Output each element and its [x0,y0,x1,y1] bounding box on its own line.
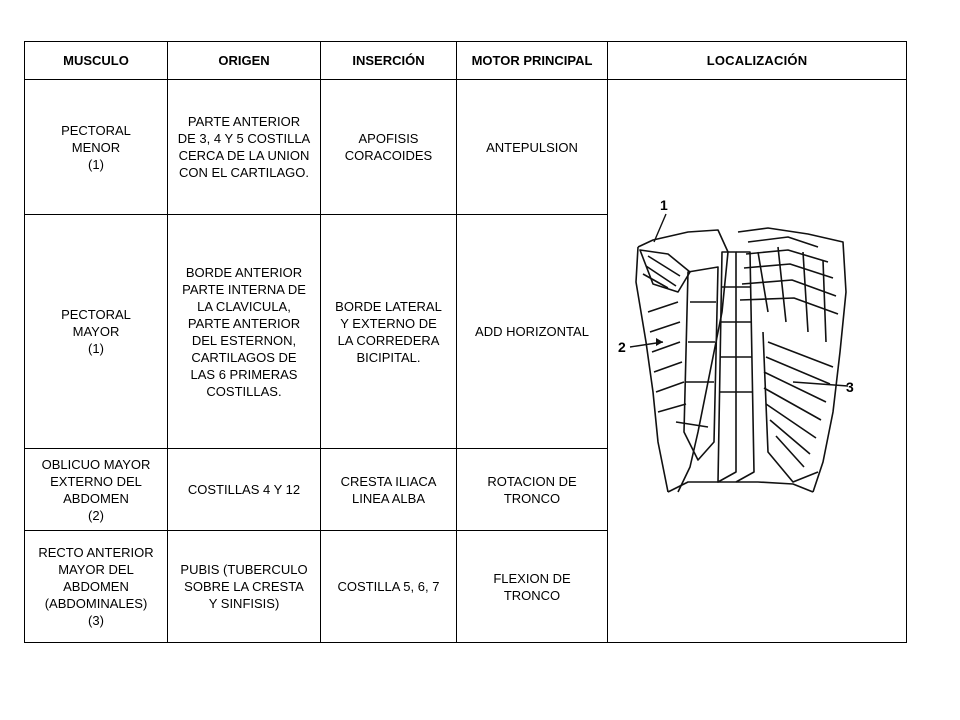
cell-line: (1) [88,341,104,356]
cell-insercion [321,531,457,643]
cell-line: ABDOMEN [63,490,129,506]
cell-line: ADD HORIZONTAL [475,324,589,339]
muscle-table [24,41,907,643]
cell-line: LA CLAVICULA, [197,298,291,314]
cell-line: DE 3, 4 Y 5 COSTILLA [177,131,311,146]
cell-line: EXTERNO DEL [50,473,142,489]
cell-line: (3) [88,613,104,628]
cell-line: Y EXTERNO DE [340,315,437,331]
cell-line: CRESTA ILIACA [340,473,437,489]
cell-line: BORDE ANTERIOR [185,264,303,280]
cell-line: APOFISIS [358,131,419,146]
cell-localizacion [608,80,907,643]
cell-line: PARTE INTERNA DE [182,281,306,297]
cell-origen [168,80,321,215]
cell-line: (1) [88,156,104,172]
cell-musculo [25,215,168,449]
cell-line: CERCA DE LA UNION [178,148,310,163]
cell-line: PECTORAL [61,122,131,138]
header-localizacion: LOCALIZACIÓN [608,42,907,80]
cell-musculo [25,531,168,643]
cell-line: COSTILLA 5, 6, 7 [337,579,440,594]
anatomy-figure [608,80,906,642]
cell-line: (ABDOMINALES) [44,596,148,611]
table-row [25,80,907,215]
cell-origen [168,449,321,531]
cell-line: PECTORAL [61,307,131,322]
cell-line: COSTILLAS. [206,383,282,399]
header-musculo: MUSCULO [25,42,168,80]
cell-line: CARTILAGOS DE [191,349,297,365]
figure-label-2: 2 [618,339,626,355]
cell-origen [168,531,321,643]
cell-line: PARTE ANTERIOR [187,315,301,331]
cell-motor [457,531,608,643]
cell-insercion [321,80,457,215]
header-insercion: INSERCIÓN [321,42,457,80]
cell-line: LA CORREDERA [337,332,440,348]
cell-line: LINEA ALBA [352,490,425,506]
cell-line: ROTACION DE [487,473,577,489]
cell-line: ANTEPULSION [486,139,578,155]
cell-line: FLEXION DE [493,570,571,586]
cell-line: CORACOIDES [344,148,433,163]
cell-line: PUBIS (TUBERCULO [180,562,308,577]
cell-line: BICIPITAL. [356,349,421,365]
cell-line: COSTILLAS 4 Y 12 [187,482,301,497]
abdominal-muscles-illustration [618,192,858,512]
cell-insercion [321,215,457,449]
cell-line: LAS 6 PRIMERAS [190,366,298,382]
header-row [25,42,907,80]
cell-insercion [321,449,457,531]
cell-line: BORDE LATERAL [335,298,442,314]
cell-line: MAYOR [72,324,120,339]
cell-line: MAYOR DEL [58,562,134,577]
cell-line: TRONCO [503,587,561,603]
cell-line: TRONCO [503,490,561,506]
cell-line: ABDOMEN [63,579,129,594]
cell-origen [168,215,321,449]
cell-musculo [25,80,168,215]
header-motor-principal: MOTOR PRINCIPAL [457,42,608,80]
cell-musculo [25,449,168,531]
figure-label-1: 1 [660,197,668,213]
cell-motor [457,449,608,531]
cell-line: CON EL CARTILAGO. [178,165,310,180]
cell-line: (2) [88,507,104,523]
cell-motor [457,215,608,449]
figure-label-3: 3 [846,379,854,395]
cell-line: SOBRE LA CRESTA [184,579,304,594]
cell-line: RECTO ANTERIOR [38,545,154,560]
cell-line: OBLICUO MAYOR [41,456,151,472]
header-origen: ORIGEN [168,42,321,80]
cell-line: Y SINFISIS) [208,596,280,611]
cell-line: DEL ESTERNON, [191,332,297,348]
cell-motor [457,80,608,215]
cell-line: MENOR [71,139,121,155]
cell-line: PARTE ANTERIOR [187,114,301,129]
